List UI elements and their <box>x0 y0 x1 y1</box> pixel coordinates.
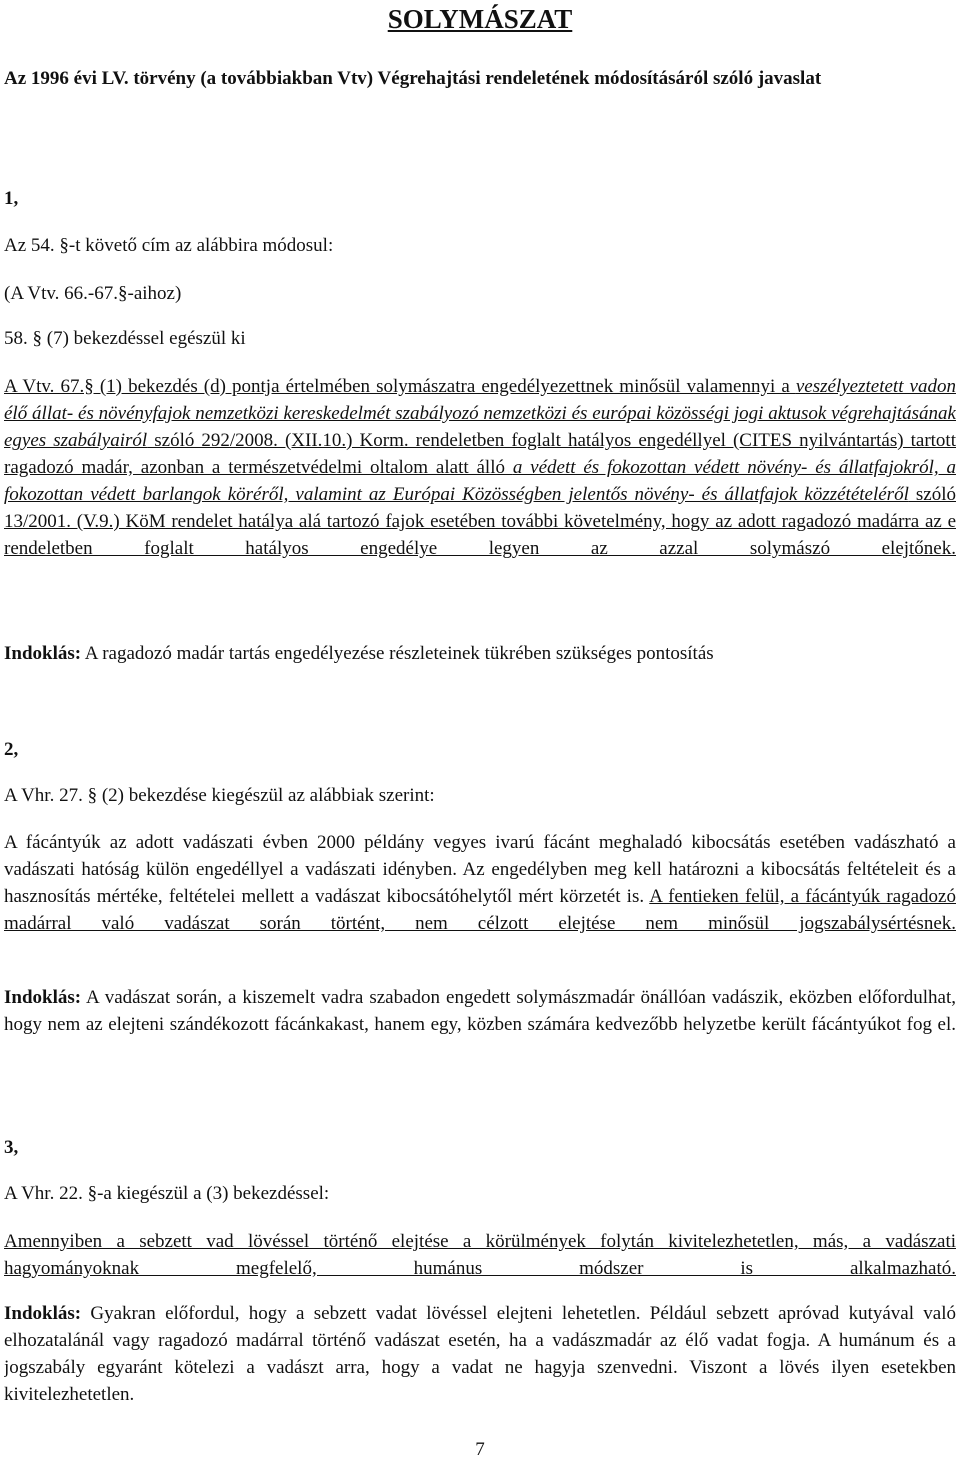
section-2-justification: Indoklás: A vadászat során, a kiszemelt vadra szabadon engedett solymászmadár önállóan vadászik, eközben előfordulhat, hogy nem az elejteni szándékozott fácánkakast, hanem egy, közben számára kedvezőbb helyzetbe került fácántyúkot fog el. <box>4 987 956 1035</box>
section-3-justification: Indoklás: Gyakran előfordul, hogy a sebzett vadat lövéssel elejteni lehetetlen. Például sebzett apróvad kutyával való elhozatalánál vagy ragadozó madárral történő vadászat esetén, ha a vadászmadár az élő vadat fogja. A humánum és a jogszabály egyaránt kötelezi a vadászt arra, hogy a vadat ne hagyja szenvedni. Viszont a lövés ilyen esetekben kivitelezhetetlen. <box>4 1303 956 1405</box>
page-number: 7 <box>475 1439 485 1460</box>
section-3-paragraph <box>4 1228 956 1282</box>
section-1-line-3: 58. § (7) bekezdéssel egészül ki <box>4 328 246 349</box>
justification-label: Indoklás: <box>4 987 82 1008</box>
section-1-amendment: A Vtv. 67.§ (1) bekezdés (d) pontja értelmében solymászatra engedélyezettnek minősül valamennyi a veszélyeztetett vadon élő állat- és növényfajok nemzetközi kereskedelmét szabályozó nemzetközi és európai közösségi jogi aktusok végrehajtásának egyes szabályairól szóló 292/2008. (XII.10.) Korm. rendeletben foglalt hatályos engedéllyel (CITES nyilvántartás) tartott ragadozó madár, azonban a természetvédelmi oltalom alatt álló a védett és fokozottan védett növény- és állatfajokról, a fokozottan védett barlangok köréről, valamint az Európai Közösségben jelentős növény- és állatfajok közzétételéről szóló 13/2001. (V.9.) KöM rendelet hatálya alá tartozó fajok esetében további követelmény, hogy az adott ragadozó madárra az e rendeletben foglalt hatályos engedélye legyen az azzal solymászó elejtőnek. <box>4 376 956 559</box>
section-1-justification: Indoklás: A ragadozó madár tartás engedélyezése részleteinek tükrében szükséges pontosítás <box>4 643 714 664</box>
section-2-line-1: A Vhr. 27. § (2) bekezdése kiegészül az alábbiak szerint: <box>4 785 435 806</box>
section-1-number: 1, <box>4 188 19 209</box>
document-title: SOLYMÁSZAT <box>387 4 573 34</box>
section-1-paragraph <box>4 373 956 618</box>
justification-label: Indoklás: <box>4 643 82 664</box>
section-2-number: 2, <box>4 739 19 760</box>
justification-label: Indoklás: <box>4 1303 82 1324</box>
section-3-line-1: A Vhr. 22. §-a kiegészül a (3) bekezdéssel: <box>4 1183 330 1204</box>
section-1-line-1: Az 54. §-t követő cím az alábbira módosul: <box>4 235 334 256</box>
section-3-number: 3, <box>4 1137 19 1158</box>
section-2-paragraph: A fácántyúk az adott vadászati évben 2000 példány vegyes ivarú fácánt meghaladó kibocsátás esetében vadászható a vadászati hatóság külön engedéllyel a vadászati idényben. Az engedélyben meg kell határozni a kibocsátás feltételeit és a hasznosítás mértéke, feltételei mellett a vadászat kibocsátóhelytől mért körzetét is. A fentieken felül, a fácántyúk ragadozó madárral való vadászat során történt, nem célzott elejtése nem minősül jogszabálysértésnek. <box>4 832 956 934</box>
intro-heading: Az 1996 évi LV. törvény (a továbbiakban Vtv) Végrehajtási rendeletének módosításáról szóló javaslat <box>4 68 822 89</box>
section-3-amendment: Amennyiben a sebzett vad lövéssel történő elejtése a körülmények folytán kivitelezhetetlen, más, a vadászati hagyományoknak megfelelő, humánus módszer is alkalmazható. <box>4 1231 956 1279</box>
section-2-amendment: A fentieken felül, a fácántyúk ragadozó madárral való vadászat során történt, nem célzott elejtése nem minősül jogszabálysértésnek. <box>4 886 956 934</box>
section-1-line-2: (A Vtv. 66.-67.§-aihoz) <box>4 283 182 304</box>
